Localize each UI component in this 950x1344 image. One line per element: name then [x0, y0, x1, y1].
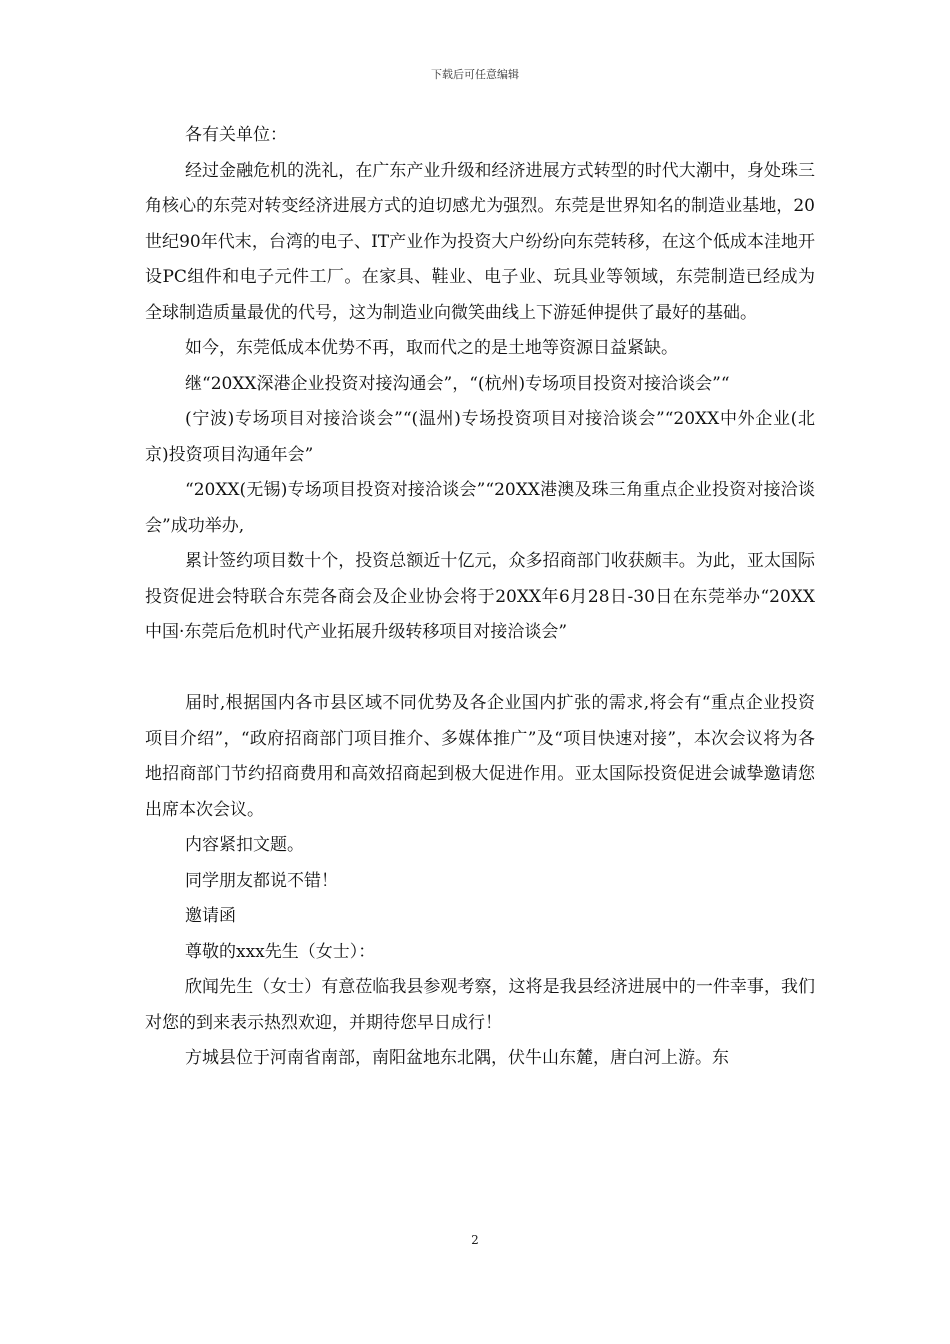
letter-title: 邀请函 [185, 906, 236, 926]
paragraph: 内容紧扣文题。 [185, 835, 304, 855]
paragraph: 继“20XX深港企业投资对接沟通会”，“(杭州)专场项目投资对接洽谈会”“ [185, 373, 730, 394]
paragraph: 累计签约项目数十个，投资总额近十亿元，众多招商部门收获颇丰。为此，亚太国际投资促进会特联合东莞各商会及企业协会将于20XX年6月28日-30日在东莞举办“20XX中国·东莞后危机时代产业拓展升级转移项目对接洽谈会” [145, 551, 815, 642]
page-header: 下载后可任意编辑 [431, 68, 519, 81]
document-body [145, 118, 815, 1077]
blank-line [145, 651, 815, 687]
page-number: 2 [471, 1233, 479, 1247]
salutation: 各有关单位： [185, 125, 287, 145]
paragraph: “20XX(无锡)专场项目投资对接洽谈会”“20XX港澳及珠三角重点企业投资对接洽谈会”成功举办, [145, 480, 815, 536]
paragraph: 经过金融危机的洗礼，在广东产业升级和经济进展方式转型的时代大潮中，身处珠三角核心的东莞对转变经济进展方式的迫切感尤为强烈。东莞是世界知名的制造业基地，20世纪90年代末，台湾的电子、IT产业作为投资大户纷纷向东莞转移，在这个低成本洼地开设PC组件和电子元件工厂。在家具、鞋业、电子业、玩具业等领域，东莞制造已经成为全球制造质量最优的代号，这为制造业向微笑曲线上下游延伸提供了最好的基础。 [145, 160, 815, 323]
paragraph: 同学朋友都说不错！ [185, 870, 338, 891]
paragraph: 方城县位于河南省南部，南阳盆地东北隅，伏牛山东麓，唐白河上游。东 [185, 1048, 729, 1068]
paragraph: (宁波)专场项目对接洽谈会”“(温州)专场投资项目对接洽谈会”“20XX中外企业(北京)投资项目沟通年会” [145, 409, 815, 465]
paragraph: 届时,根据国内各市县区域不同优势及各企业国内扩张的需求,将会有“重点企业投资项目介绍”，“政府招商部门项目推介、多媒体推广”及“项目快速对接”，本次会议将为各地招商部门节约招商费用和高效招商起到极大促进作用。亚太国际投资促进会诚挚邀请您出席本次会议。 [145, 693, 815, 820]
letter-salutation: 尊敬的xxx先生（女士）： [185, 941, 376, 962]
paragraph: 如今，东莞低成本优势不再，取而代之的是土地等资源日益紧缺。 [185, 338, 678, 358]
paragraph: 欣闻先生（女士）有意莅临我县参观考察，这将是我县经济进展中的一件幸事，我们对您的到来表示热烈欢迎，并期待您早日成行！ [145, 977, 815, 1033]
